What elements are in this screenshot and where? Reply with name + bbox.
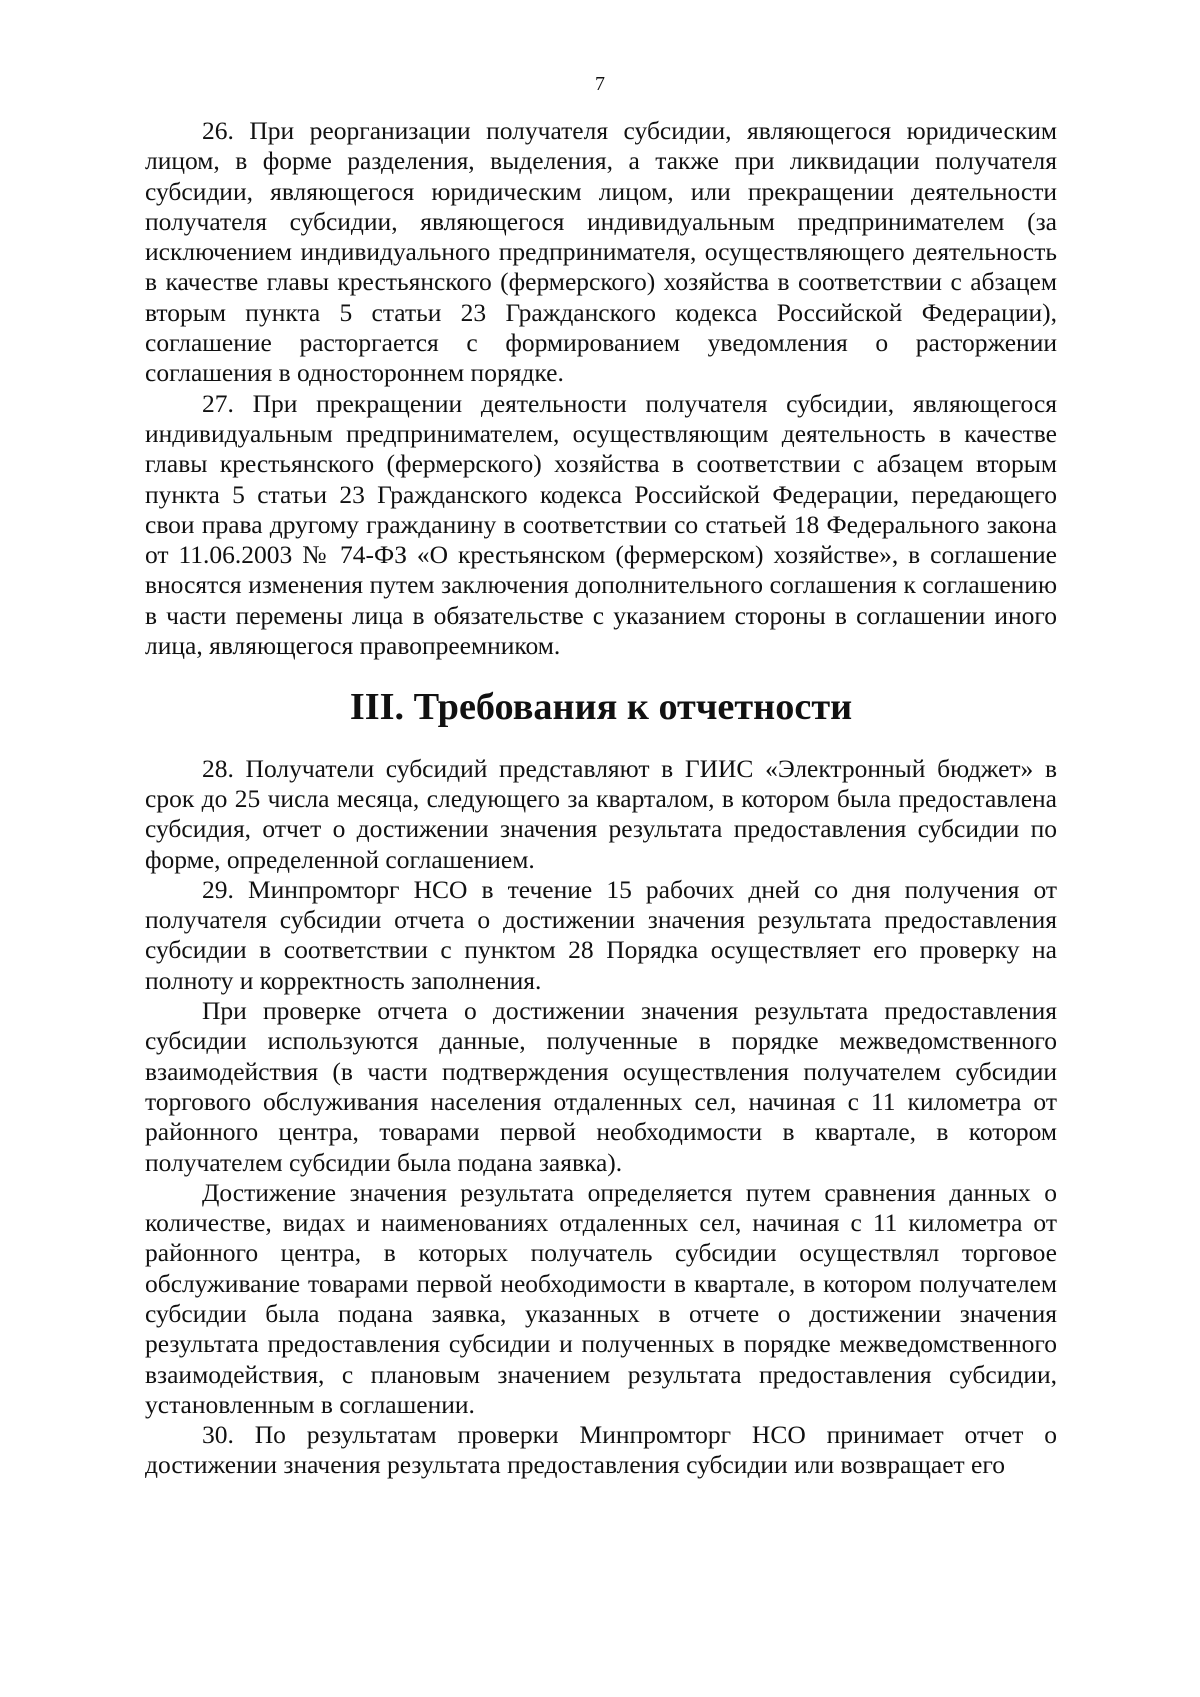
paragraph-30: 30. По результатам проверки Минпромторг НСО принимает отчет о достижении значения результата предоставления субсидии или возвращает его	[145, 1420, 1057, 1480]
document-body	[145, 116, 1057, 1481]
paragraph-26: 26. При реорганизации получателя субсидии, являющегося юридическим лицом, в форме разделения, выделения, а также при ликвидации получателя субсидии, являющегося юридическим лицом, или прекращении деятельности получателя субсидии, являющегося индивидуальным предпринимателем (за исключением индивидуального предпринимателя, осуществляющего деятельность в качестве главы крестьянского (фермерского) хозяйства в соответствии с абзацем вторым пункта 5 статьи 23 Гражданского кодекса Российской Федерации), соглашение расторгается с формированием уведомления о расторжении соглашения в одностороннем порядке.	[145, 116, 1057, 388]
paragraph-29-result: Достижение значения результата определяется путем сравнения данных о количестве, видах и наименованиях отдаленных сел, начиная с 11 километра от районного центра, в которых получатель субсидии осуществлял торговое обслуживание товарами первой необходимости в квартале, в котором получателем субсидии была подана заявка, указанных в отчете о достижении значения результата предоставления субсидии и полученных в порядке межведомственного взаимодействия, с плановым значением результата предоставления субсидии, установленным в соглашении.	[145, 1177, 1057, 1419]
paragraph-29: 29. Минпромторг НСО в течение 15 рабочих дней со дня получения от получателя субсидии отчета о достижении значения результата предоставления субсидии в соответствии с пунктом 28 Порядка осуществляет его проверку на полноту и корректность заполнения.	[145, 874, 1057, 995]
paragraph-29-verification: При проверке отчета о достижении значения результата предоставления субсидии используются данные, полученные в порядке межведомственного взаимодействия (в части подтверждения осуществления получателем субсидии торгового обслуживания населения отдаленных сел, начиная с 11 километра от районного центра, товарами первой необходимости в квартале, в котором получателем субсидии была подана заявка).	[145, 996, 1057, 1177]
paragraph-28: 28. Получатели субсидий представляют в ГИИС «Электронный бюджет» в срок до 25 числа месяца, следующего за кварталом, в котором была предоставлена субсидия, отчет о достижении значения результата предоставления субсидии по форме, определенной соглашением.	[145, 753, 1057, 874]
page-number: 7	[595, 73, 605, 95]
section-heading: III. Требования к отчетности	[349, 686, 853, 729]
paragraph-27: 27. При прекращении деятельности получателя субсидии, являющегося индивидуальным предпринимателем, осуществляющим деятельность в качестве главы крестьянского (фермерского) хозяйства в соответствии с абзацем вторым пункта 5 статьи 23 Гражданского кодекса Российской Федерации, передающего свои права другому гражданину в соответствии со статьей 18 Федерального закона от 11.06.2003 № 74-ФЗ «О крестьянском (фермерском) хозяйстве», в соглашение вносятся изменения путем заключения дополнительного соглашения к соглашению в части перемены лица в обязательстве с указанием стороны в соглашении иного лица, являющегося правопреемником.	[145, 388, 1057, 661]
